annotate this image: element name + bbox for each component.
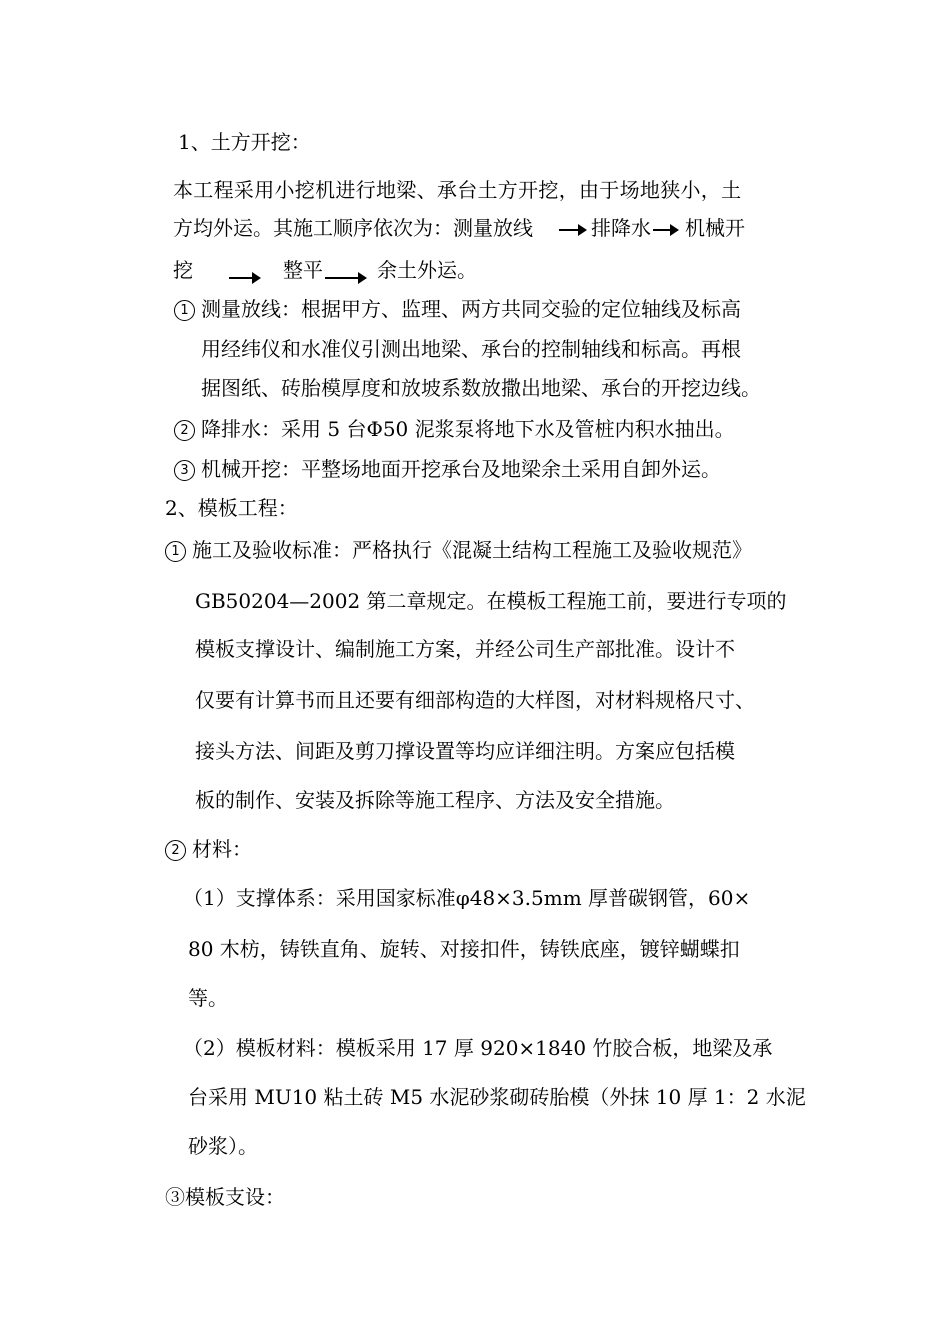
s2-material-1-line-1: （1）支撑体系：采用国家标准φ48×3.5mm 厚普碳钢管，60× [183, 886, 751, 910]
s2-item-1-line-6: 板的制作、安装及拆除等施工程序、方法及安全措施。 [195, 788, 675, 812]
s2-item-3-title: ③模板支设： [165, 1185, 285, 1209]
arrow-right-icon [559, 229, 585, 231]
s2-material-1-line-3: 等。 [188, 986, 228, 1010]
s2-material-2-line-2: 台采用 MU10 粘土砖 M5 水泥砂浆砌砖胎模（外抹 10 厚 1：2 水泥 [188, 1085, 806, 1109]
s2-item-2-title [165, 837, 252, 861]
s1-item-3-line-1 [174, 457, 721, 481]
section-1-intro-line-3 [173, 258, 477, 282]
circled-number-3: 3 [174, 460, 195, 481]
s2-item-1-line-5: 接头方法、间距及剪刀撑设置等均应详细注明。方案应包括模 [195, 739, 735, 763]
s1-item-2-text: 降排水：采用 5 台Φ50 泥浆泵将地下水及管桩内积水抽出。 [201, 417, 735, 441]
s1-item-2-line-1 [174, 417, 735, 441]
s1-item-1-line-3: 据图纸、砖胎模厚度和放坡系数放撒出地梁、承台的开挖边线。 [201, 376, 761, 400]
circled-number-1: 1 [165, 541, 186, 562]
s2-material-1-line-2: 80 木枋，铸铁直角、旋转、对接扣件，铸铁底座，镀锌蝴蝶扣 [188, 937, 740, 961]
s1-item-1-text: 测量放线：根据甲方、监理、两方共同交验的定位轴线及标高 [201, 297, 741, 321]
s1-item-3-text: 机械开挖：平整场地面开挖承台及地梁余土采用自卸外运。 [201, 457, 721, 481]
s2-material-2-line-1: （2）模板材料：模板采用 17 厚 920×1840 竹胶合板，地梁及承 [183, 1036, 773, 1060]
arrow-right-icon [653, 229, 677, 231]
circled-number-1: 1 [174, 300, 195, 321]
intro-line-2-text-a: 方均外运。其施工顺序依次为：测量放线 [173, 216, 533, 240]
s2-item-1-line-3: 模板支撑设计、编制施工方案，并经公司生产部批准。设计不 [195, 637, 735, 661]
intro-line-2-text-c: 机械开 [685, 216, 745, 240]
intro-line-2-text-b: 排降水 [591, 216, 651, 240]
section-1-title: 1、土方开挖： [178, 130, 311, 154]
s2-item-1-line-2: GB50204—2002 第二章规定。在模板工程施工前，要进行专项的 [195, 589, 787, 613]
section-1-intro-line-2 [173, 216, 745, 240]
circled-number-2: 2 [165, 840, 186, 861]
arrow-right-icon [325, 277, 365, 279]
intro-line-3-text-c: 余土外运。 [377, 258, 477, 282]
s1-item-1-line-1 [174, 297, 741, 321]
intro-line-3-text-a: 挖 [173, 258, 193, 282]
circled-number-2: 2 [174, 420, 195, 441]
arrow-right-icon [229, 277, 259, 279]
s2-item-1-line-4: 仅要有计算书而且还要有细部构造的大样图，对材料规格尺寸、 [195, 688, 755, 712]
s2-item-1-line-1 [165, 538, 752, 562]
s2-item-1-text: 施工及验收标准：严格执行《混凝土结构工程施工及验收规范》 [192, 538, 752, 562]
intro-line-3-text-b: 整平 [283, 258, 323, 282]
section-1-intro-line-1: 本工程采用小挖机进行地梁、承台土方开挖，由于场地狭小，土 [173, 178, 742, 202]
s1-item-1-line-2: 用经纬仪和水准仪引测出地梁、承台的控制轴线和标高。再根 [201, 337, 741, 361]
s2-item-2-text: 材料： [192, 837, 252, 861]
s2-material-2-line-3: 砂浆）。 [188, 1134, 258, 1158]
section-2-title: 2、模板工程： [165, 496, 298, 520]
